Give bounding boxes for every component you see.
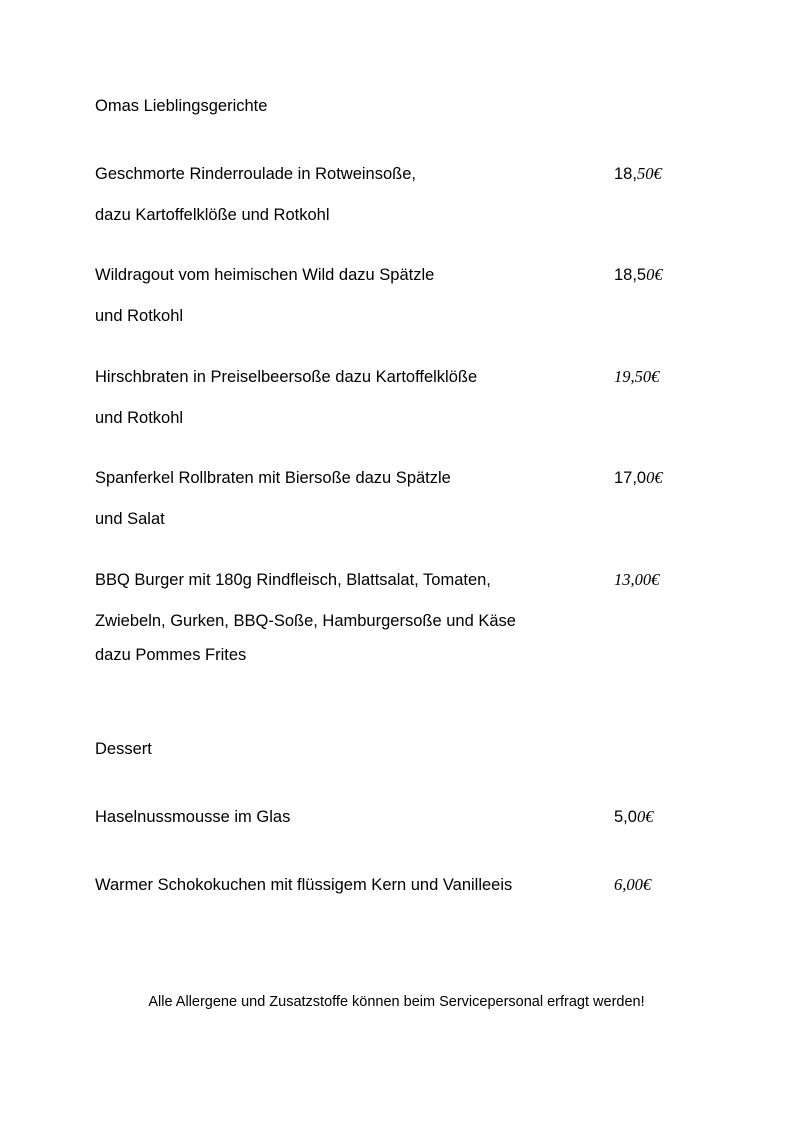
item-price [614, 164, 662, 184]
item-text-line: Geschmorte Rinderroulade in Rotweinsoße, [95, 165, 416, 183]
item-price [614, 367, 659, 387]
price-plain: 18,5 [614, 266, 647, 284]
item-text-line: Spanferkel Rollbraten mit Biersoße dazu Spätzle [95, 469, 451, 487]
price-italic: 0€ [646, 468, 663, 487]
price-italic: 19,50€ [614, 367, 660, 386]
price-plain: 18, [614, 165, 637, 183]
item-text-line: Warmer Schokokuchen mit flüssigem Kern und Vanilleeis [95, 876, 513, 894]
menu-item-bbq-burger [95, 570, 695, 672]
section-title-main: Omas Lieblingsgerichte [95, 97, 268, 115]
price-plain: 5,0 [614, 808, 637, 826]
section-title-dessert: Dessert [95, 740, 152, 758]
price-plain: 17,0 [614, 469, 647, 487]
menu-item-schokokuchen [95, 875, 695, 909]
item-text-line: Wildragout vom heimischen Wild dazu Spätzle [95, 266, 435, 284]
item-text-line: dazu Kartoffelklöße und Rotkohl [95, 206, 330, 224]
menu-item-spanferkel [95, 468, 695, 536]
menu-item-wildragout [95, 265, 695, 333]
item-price [614, 468, 663, 488]
item-text-line: Hirschbraten in Preiselbeersoße dazu Kartoffelklöße [95, 368, 478, 386]
price-italic: 0€ [646, 265, 663, 284]
item-text-line: und Rotkohl [95, 409, 184, 427]
item-text-line: dazu Pommes Frites [95, 646, 247, 664]
menu-item-hirschbraten [95, 367, 695, 435]
price-italic: 6,00€ [614, 875, 652, 894]
item-price [614, 807, 653, 827]
price-italic: 0€ [636, 807, 654, 826]
item-price [614, 875, 651, 895]
menu-item-rinderroulade [95, 164, 695, 232]
price-italic: 13,00€ [614, 570, 660, 589]
item-price [614, 570, 659, 590]
item-price [614, 265, 663, 285]
price-italic: 50€ [636, 164, 662, 183]
item-text-line: Haselnussmousse im Glas [95, 808, 291, 826]
menu-item-haselnussmousse [95, 807, 695, 841]
allergen-notice: Alle Allergene und Zusatzstoffe können beim Servicepersonal erfragt werden! [148, 994, 645, 1010]
item-text-line: BBQ Burger mit 180g Rindfleisch, Blattsalat, Tomaten, [95, 571, 491, 589]
item-text-line: und Salat [95, 510, 165, 528]
item-text-line: Zwiebeln, Gurken, BBQ-Soße, Hamburgersoße und Käse [95, 612, 516, 630]
item-text-line: und Rotkohl [95, 307, 184, 325]
